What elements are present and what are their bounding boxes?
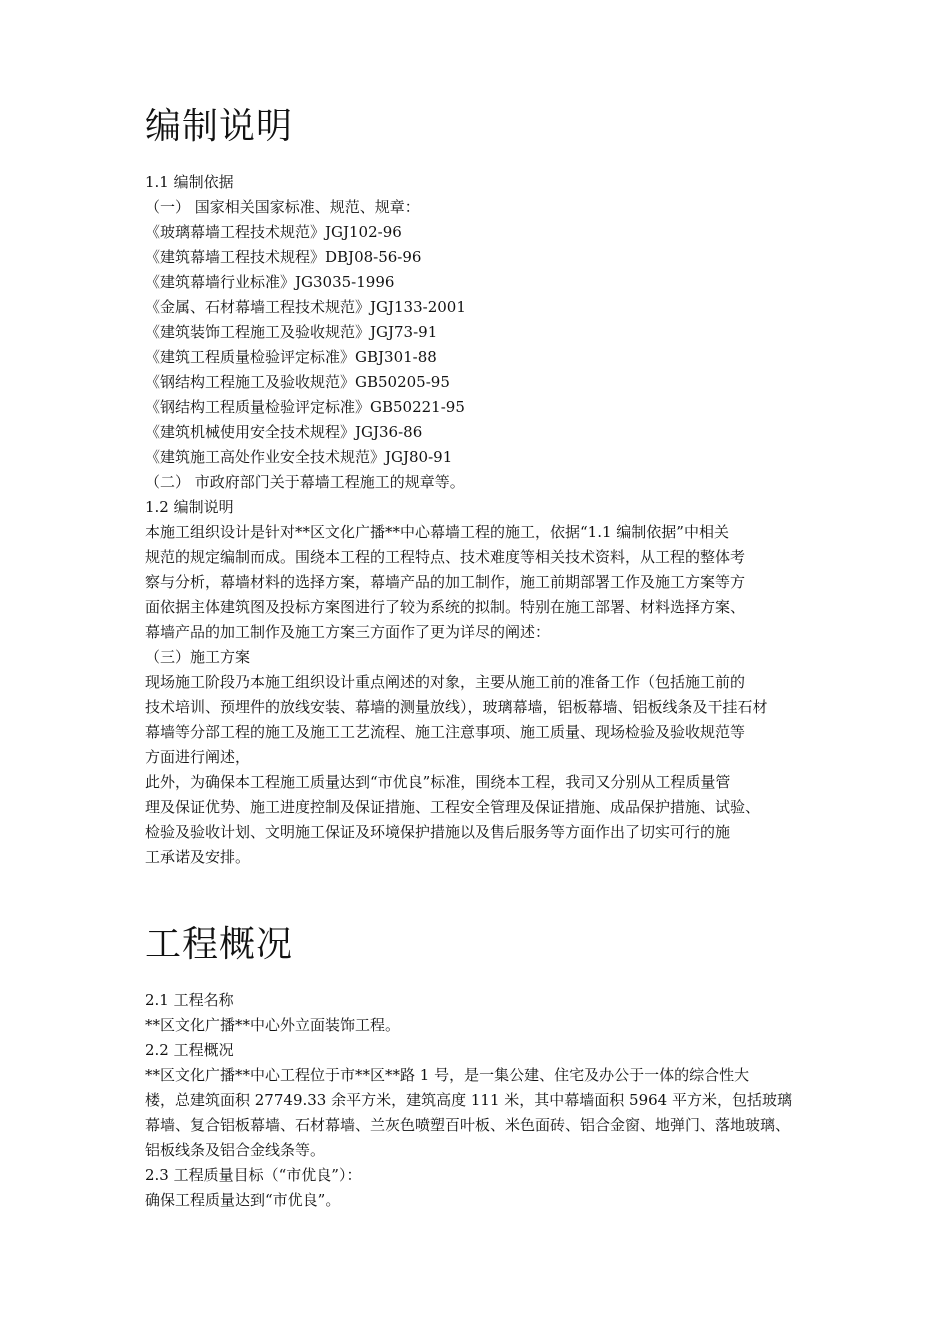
paragraph-line: 本施工组织设计是针对**区文化广播**中心幕墙工程的施工，依据“1.1 编制依据”中相关 — [145, 523, 729, 541]
paragraph-line: 楼，总建筑面积 27749.33 余平方米，建筑高度 111 米，其中幕墙面积 5964 平方米，包括玻璃 — [145, 1091, 792, 1109]
paragraph-line: 幕墙产品的加工制作及施工方案三方面作了更为详尽的阐述： — [145, 623, 551, 641]
paragraph-line: 规范的规定编制而成。围绕本工程的工程特点、技术难度等相关技术资料，从工程的整体考 — [145, 548, 746, 566]
extra-paragraph — [145, 770, 825, 870]
standard-item: 《建筑装饰工程施工及验收规范》JGJ73-91 — [145, 323, 438, 341]
standard-item: 《建筑幕墙行业标准》JG3035-1996 — [145, 273, 395, 291]
standard-item: 《钢结构工程质量检验评定标准》GB50221-95 — [145, 398, 465, 416]
basis-sub-1: （一） 国家相关国家标准、规范、规章： — [145, 198, 420, 216]
heading-1-1: 1.1 编制依据 — [145, 173, 234, 191]
paragraph-line: 理及保证优势、施工进度控制及保证措施、工程安全管理及保证措施、成品保护措施、试验、 — [145, 798, 761, 816]
standard-item: 《建筑幕墙工程技术规程》DBJ08-56-96 — [145, 248, 422, 266]
heading-2-1: 2.1 工程名称 — [145, 991, 234, 1009]
paragraph-line: 面依据主体建筑图及投标方案图进行了较为系统的拟制。特别在施工部署、材料选择方案、 — [145, 598, 746, 616]
standard-item: 《建筑机械使用安全技术规程》JGJ36-86 — [145, 423, 423, 441]
paragraph-line: 现场施工阶段乃本施工组织设计重点阐述的对象，主要从施工前的准备工作（包括施工前的 — [145, 673, 746, 691]
standard-item: 《金属、石材幕墙工程技术规范》JGJ133-2001 — [145, 298, 466, 316]
plan-heading: （三）施工方案 — [145, 648, 251, 666]
overview-paragraph — [145, 1063, 825, 1163]
heading-2-2: 2.2 工程概况 — [145, 1041, 234, 1059]
standard-item: 《建筑工程质量检验评定标准》GBJ301-88 — [145, 348, 437, 366]
standard-item: 《建筑施工高处作业安全技术规范》JGJ80-91 — [145, 448, 453, 466]
paragraph-line: 工承诺及安排。 — [145, 848, 251, 866]
heading-1-2: 1.2 编制说明 — [145, 498, 234, 516]
paragraph-line: 此外，为确保本工程施工质量达到“市优良”标准，围绕本工程，我司又分别从工程质量管 — [145, 773, 731, 791]
project-name: **区文化广播**中心外立面装饰工程。 — [145, 1016, 401, 1034]
paragraph-line: 技术培训、预埋件的放线安装、幕墙的测量放线），玻璃幕墙，铝板幕墙、铝板线条及干挂石材 — [145, 698, 768, 716]
plan-paragraph — [145, 670, 825, 770]
standards-list — [145, 220, 825, 470]
paragraph-line: 方面进行阐述， — [145, 748, 251, 766]
standard-item: 《钢结构工程施工及验收规范》GB50205-95 — [145, 373, 450, 391]
quality-target: 确保工程质量达到“市优良”。 — [145, 1191, 341, 1209]
standard-item: 《玻璃幕墙工程技术规范》JGJ102-96 — [145, 223, 402, 241]
description-paragraph — [145, 520, 825, 645]
paragraph-line: 铝板线条及铝合金线条等。 — [145, 1141, 326, 1159]
section-title-overview: 工程概况 — [145, 924, 294, 965]
paragraph-line: 察与分析，幕墙材料的选择方案，幕墙产品的加工制作，施工前期部署工作及施工方案等方 — [145, 573, 746, 591]
basis-sub-2: （二） 市政府部门关于幕墙工程施工的规章等。 — [145, 473, 465, 491]
paragraph-line: 幕墙、复合铝板幕墙、石材幕墙、兰灰色喷塑百叶板、米色面砖、铝合金窗、地弹门、落地玻璃、 — [145, 1116, 791, 1134]
paragraph-line: 检验及验收计划、文明施工保证及环境保护措施以及售后服务等方面作出了切实可行的施 — [145, 823, 731, 841]
paragraph-line: **区文化广播**中心工程位于市**区**路 1 号，是一集公建、住宅及办公于一体的综合性大 — [145, 1066, 750, 1084]
section-title-compilation: 编制说明 — [145, 106, 294, 147]
document-page — [145, 98, 825, 1213]
heading-2-3: 2.3 工程质量目标（“市优良”）： — [145, 1166, 362, 1184]
paragraph-line: 幕墙等分部工程的施工及施工工艺流程、施工注意事项、施工质量、现场检验及验收规范等 — [145, 723, 746, 741]
